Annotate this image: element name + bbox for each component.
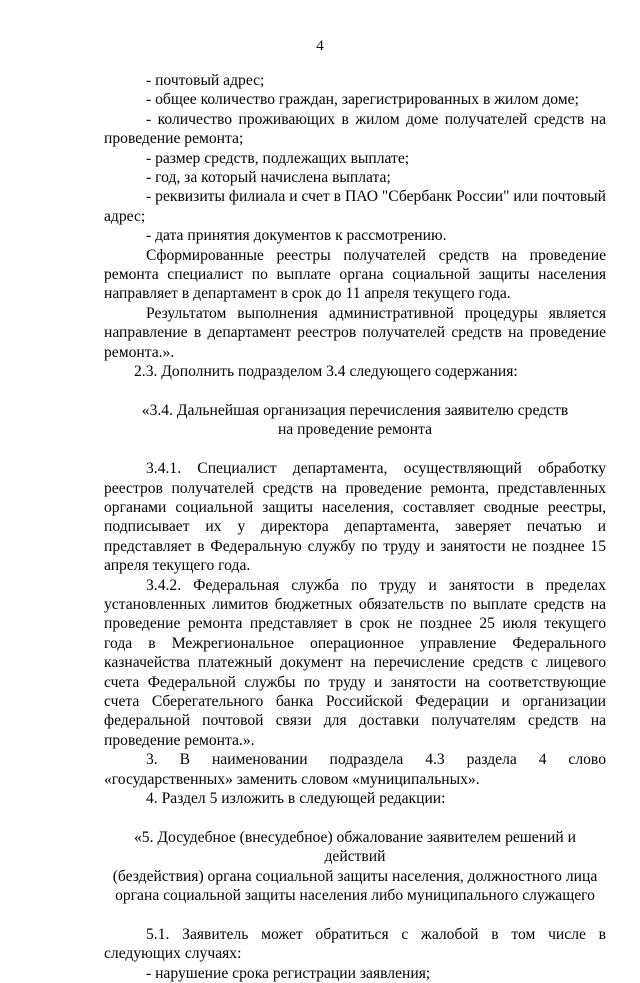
heading-5-line-2: (бездействия) органа социальной защиты населения, должностного лица (112, 867, 598, 885)
spacer (104, 905, 606, 924)
paragraph-procedure-result: Результатом выполнения административной процедуры является направление в департамент реестров получателей средств на проведение ремонта.». (104, 304, 606, 361)
heading-3-4-line-2: на проведение ремонта (277, 421, 433, 439)
list-item-bank-details: - реквизиты филиала и счет в ПАО "Сбербанк России" или почтовый адрес; (104, 188, 606, 225)
heading-3-4-line-1: «3.4. Дальнейшая организация перечисления заявителю средств (141, 401, 569, 419)
page-number: 4 (316, 38, 324, 54)
list-item-payment-year: - год, за который начислена выплата; (146, 169, 391, 187)
paragraph-5-1: 5.1. Заявитель может обратиться с жалобой в том числе в следующих случаях: (104, 925, 606, 963)
list-item-recipients-count: - количество проживающих в жилом доме получателей средств на проведение ремонта; (104, 110, 606, 148)
spacer (104, 440, 606, 459)
list-item-acceptance-date: - дата принятия документов к рассмотрению. (146, 227, 447, 245)
spacer (104, 382, 606, 401)
list-item-payment-amount: - размер средств, подлежащих выплате; (146, 149, 410, 167)
paragraph-2-3: 2.3. Дополнить подразделом 3.4 следующего содержания: (134, 363, 518, 381)
paragraph-3-4-2: 3.4.2. Федеральная служба по труду и занятости в пределах установленных лимитов бюджетных обязательств по выплате средств на проведение ремонта представляет в срок не позднее 25 июля текущего года в Межрегиональное операционное управление Федерального казначейства платежный документ на перечисление средств с лицевого счета Федеральной службы по труду и занятости на соответствующие счета Сберегательного банка Российской Федерации и организации федеральной почтовой связи для доставки получателям средств на проведение ремонта.». (104, 576, 606, 749)
list-item-postal-address: - почтовый адрес; (146, 72, 265, 89)
paragraph-3: 3. В наименовании подраздела 4.3 раздела 4 слово «государственных» заменить словом «муниципальных». (104, 751, 606, 788)
heading-5-line-3: органа социальной защиты населения либо муниципального служащего (115, 887, 595, 905)
document-body (104, 71, 606, 983)
list-item-registration-deadline: - нарушение срока регистрации заявления; (146, 964, 431, 982)
spacer (104, 808, 606, 827)
heading-5-line-1: «5. Досудебное (внесудебное) обжалование заявителем решений и действий (134, 828, 576, 866)
paragraph-3-4-1: 3.4.1. Специалист департамента, осуществляющий обработку реестров получателей средств на проведение ремонта, представленных органами социальной защиты населения, составляет сводные реестры, подписывает их у директора департамента, заверяет печатью и представляет в Федеральную службу по труду и занятости не позднее 15 апреля текущего года. (104, 460, 606, 575)
paragraph-4: 4. Раздел 5 изложить в следующей редакции: (146, 790, 446, 807)
paragraph-registers-sent: Сформированные реестры получателей средств на проведение ремонта специалист по выплате органа социальной защиты населения направляет в департамент в срок до 11 апреля текущего года. (104, 246, 606, 303)
list-item-citizens-count: - общее количество граждан, зарегистрированных в жилом доме; (146, 91, 579, 109)
